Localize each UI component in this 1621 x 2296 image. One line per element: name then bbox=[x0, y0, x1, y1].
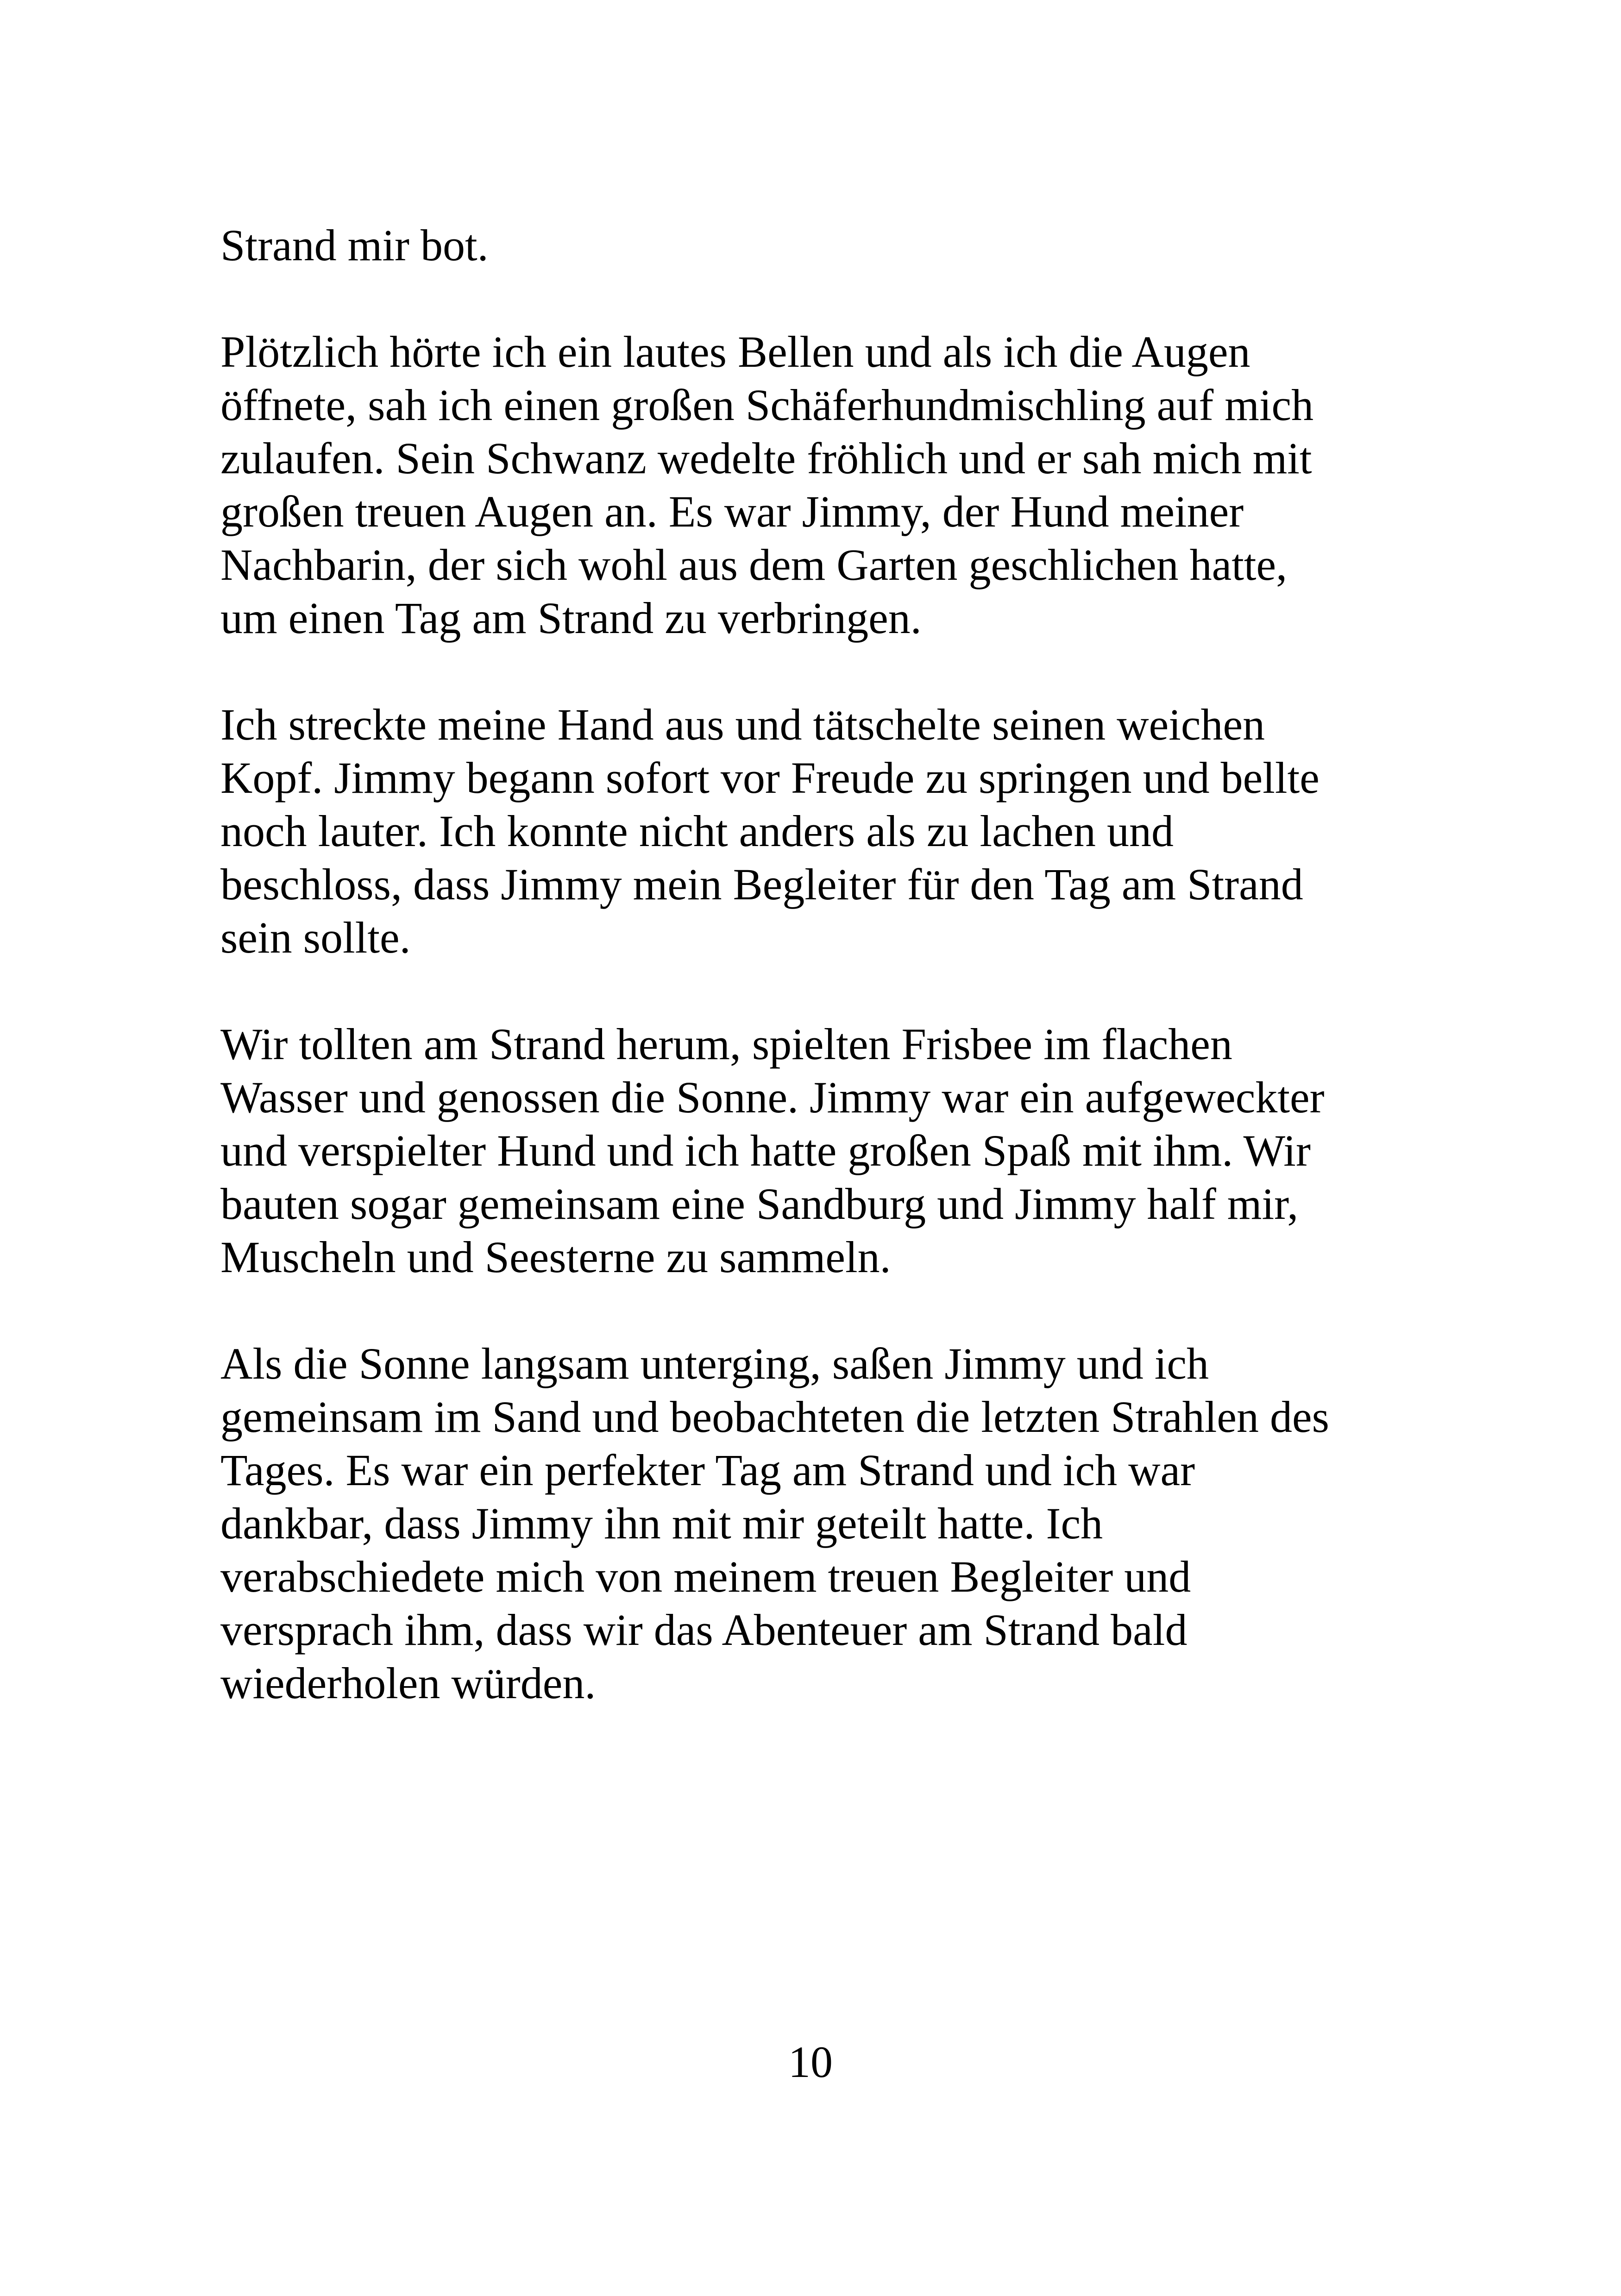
text-line: Wasser und genossen die Sonne. Jimmy war ein aufgeweckter bbox=[220, 1073, 1325, 1122]
text-line: beschloss, dass Jimmy mein Begleiter für den Tag am Strand bbox=[220, 859, 1303, 909]
text-line: Plötzlich hörte ich ein lautes Bellen und als ich die Augen bbox=[220, 327, 1250, 376]
text-line: Ich streckte meine Hand aus und tätschelte seinen weichen bbox=[220, 700, 1265, 749]
text-line: um einen Tag am Strand zu verbringen. bbox=[220, 593, 922, 643]
text-line: Muscheln und Seesterne zu sammeln. bbox=[220, 1232, 891, 1282]
paragraph bbox=[220, 1337, 1471, 1710]
paragraph bbox=[220, 1017, 1471, 1284]
text-line: und verspielter Hund und ich hatte großen Spaß mit ihm. Wir bbox=[220, 1126, 1311, 1175]
text-line: sein sollte. bbox=[220, 913, 411, 962]
text-line: versprach ihm, dass wir das Abenteuer am Strand bald bbox=[220, 1605, 1187, 1655]
text-line: zulaufen. Sein Schwanz wedelte fröhlich und er sah mich mit bbox=[220, 433, 1312, 483]
text-line: öffnete, sah ich einen großen Schäferhundmischling auf mich bbox=[220, 380, 1314, 430]
text-line: noch lauter. Ich konnte nicht anders als zu lachen und bbox=[220, 806, 1174, 856]
text-line: Wir tollten am Strand herum, spielten Frisbee im flachen bbox=[220, 1019, 1232, 1069]
text-line: Nachbarin, der sich wohl aus dem Garten geschlichen hatte, bbox=[220, 540, 1288, 590]
text-line: gemeinsam im Sand und beobachteten die letzten Strahlen des bbox=[220, 1392, 1329, 1442]
text-line: Tages. Es war ein perfekter Tag am Strand und ich war bbox=[220, 1445, 1195, 1495]
paragraph bbox=[220, 219, 1471, 272]
page-number: 10 bbox=[788, 2037, 833, 2087]
text-line: Strand mir bot. bbox=[220, 220, 489, 270]
text-line: großen treuen Augen an. Es war Jimmy, der Hund meiner bbox=[220, 487, 1244, 536]
text-line: bauten sogar gemeinsam eine Sandburg und Jimmy half mir, bbox=[220, 1179, 1299, 1229]
text-line: dankbar, dass Jimmy ihn mit mir geteilt hatte. Ich bbox=[220, 1499, 1103, 1548]
text-line: wiederholen würden. bbox=[220, 1658, 596, 1708]
text-line: verabschiedete mich von meinem treuen Begleiter und bbox=[220, 1552, 1191, 1601]
text-line: Kopf. Jimmy begann sofort vor Freude zu springen und bellte bbox=[220, 753, 1319, 803]
body-text bbox=[220, 219, 1471, 1710]
paragraph bbox=[220, 325, 1471, 645]
paragraph bbox=[220, 698, 1471, 964]
text-line: Als die Sonne langsam unterging, saßen Jimmy und ich bbox=[220, 1339, 1209, 1388]
